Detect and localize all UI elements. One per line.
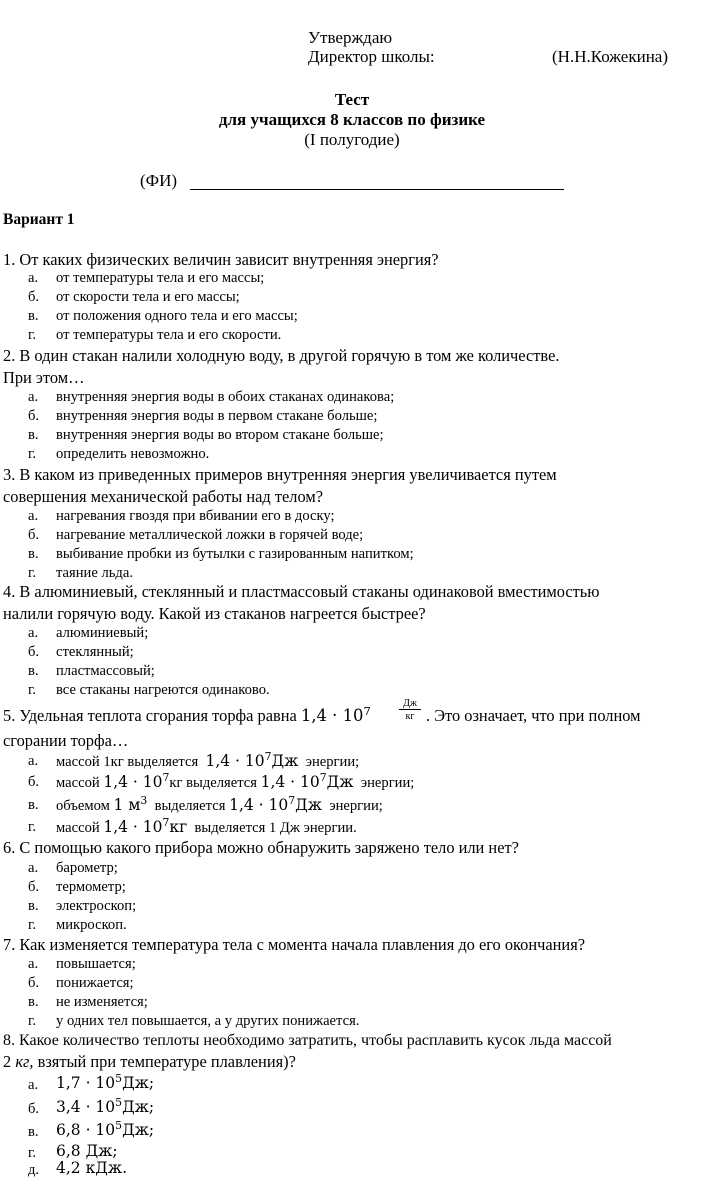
option-letter: а. — [28, 508, 39, 524]
unit-fraction — [399, 698, 421, 722]
option-letter: а. — [28, 753, 39, 769]
option-letter: б. — [28, 1101, 40, 1117]
question-4-option-d: все стаканы нагреются одинаково. — [56, 682, 270, 698]
option-letter: б. — [28, 289, 40, 305]
option-letter: в. — [28, 427, 39, 443]
question-3-option-b: нагревание металлической ложки в горячей воде; — [56, 527, 364, 543]
question-2: 2. В один стакан налили холодную воду, в другой горячую в том же количестве. — [3, 346, 560, 365]
option-letter: в. — [28, 308, 39, 324]
question-2-option-b: внутренняя энергия воды в первом стакане больше; — [56, 408, 378, 424]
question-7-option-c: не изменяется; — [56, 994, 148, 1010]
option-letter: г. — [28, 682, 36, 698]
question-3-option-c: выбивание пробки из бутылки с газированным напитком; — [56, 546, 414, 562]
question-1-option-d: от температуры тела и его скорости. — [56, 327, 282, 343]
option-letter: б. — [28, 975, 40, 991]
question-8-option-c: $6,8 \cdot 10^5Дж$; — [56, 1119, 155, 1139]
question-4: 4. В алюминиевый, стеклянный и пластмассовый стаканы одинаковой вместимостью — [3, 582, 600, 601]
fraction-bar — [399, 709, 421, 710]
question-8: 8. Какое количество теплоты необходимо затратить, чтобы расплавить кусок льда массой — [3, 1032, 612, 1049]
option-letter: а. — [28, 270, 39, 286]
question-6-option-a: барометр; — [56, 860, 118, 876]
option-letter: г. — [28, 819, 36, 835]
option-letter: б. — [28, 879, 40, 895]
question-1-option-b: от скорости тела и его массы; — [56, 289, 240, 305]
question-6-option-b: термометр; — [56, 879, 126, 895]
question-7-option-a: повышается; — [56, 956, 136, 972]
question-1-option-c: от положения одного тела и его массы; — [56, 308, 298, 324]
question-4-option-c: пластмассовый; — [56, 663, 155, 679]
option-letter: в. — [28, 994, 39, 1010]
option-letter: б. — [28, 527, 40, 543]
option-letter: а. — [28, 389, 39, 405]
question-6-option-d: микроскоп. — [56, 917, 127, 933]
question-4-cont: налили горячую воду. Какой из стаканов нагреется быстрее? — [3, 604, 426, 623]
question-4-option-b: стеклянный; — [56, 644, 134, 660]
option-letter: в. — [28, 1124, 39, 1140]
option-letter: г. — [28, 1013, 36, 1029]
option-letter: б. — [28, 408, 40, 424]
question-6-option-c: электроскоп; — [56, 898, 137, 914]
question-3-option-a: нагревания гвоздя при вбивании его в доску; — [56, 508, 335, 524]
question-5-cont2: сгорании торфа… — [3, 731, 129, 750]
option-letter: в. — [28, 898, 39, 914]
option-letter: в. — [28, 546, 39, 562]
approval-label: Утверждаю — [308, 28, 393, 47]
question-3-option-d: таяние льда. — [56, 565, 133, 581]
question-5-text: 5. Удельная теплота сгорания торфа равна — [3, 706, 297, 725]
question-8-option-b: $3,4 \cdot 10^5Дж$; — [56, 1096, 155, 1116]
question-3-cont: совершения механической работы над телом? — [3, 487, 323, 506]
question-8-option-e: 4,2 кДж. — [56, 1159, 128, 1177]
option-letter: б. — [28, 774, 40, 790]
option-letter: г. — [28, 327, 36, 343]
question-5-option-c: объемом 1 $м^3$ выделяется $1,4 \cdot 10^7Дж$ энергии; — [56, 794, 383, 814]
option-letter: д. — [28, 1162, 40, 1178]
question-2-cont: При этом… — [3, 368, 85, 387]
director-name: (Н.Н.Кожекина) — [552, 47, 669, 66]
option-letter: в. — [28, 663, 39, 679]
question-7-option-b: понижается; — [56, 975, 134, 991]
question-3: 3. В каком из приведенных примеров внутренняя энергия увеличивается путем — [3, 465, 557, 484]
question-7: 7. Как изменяется температура тела с момента начала плавления до его окончания? — [3, 935, 586, 954]
option-letter: б. — [28, 644, 40, 660]
question-2-option-c: внутренняя энергия воды во втором стакане больше; — [56, 427, 384, 443]
fraction-denominator: кг — [405, 711, 415, 722]
option-letter: г. — [28, 1145, 36, 1161]
question-2-option-a: внутренняя энергия воды в обоих стаканах одинакова; — [56, 389, 395, 405]
question-8-cont: 2 кг, взятый при температуре плавления)? — [3, 1052, 296, 1071]
option-letter: г. — [28, 917, 36, 933]
heat-value: $1,4 \cdot 10^7$ — [300, 703, 371, 725]
question-5 — [3, 703, 371, 727]
question-4-option-a: алюминиевый; — [56, 625, 149, 641]
option-letter: а. — [28, 956, 39, 972]
question-5-cont1: . Это означает, что при полном — [426, 706, 641, 725]
option-letter: г. — [28, 565, 36, 581]
fi-input-line[interactable] — [190, 189, 564, 190]
question-1-option-a: от температуры тела и его массы; — [56, 270, 265, 286]
question-2-option-d: определить невозможно. — [56, 446, 210, 462]
fi-label: (ФИ) — [140, 171, 178, 190]
variant-heading: Вариант 1 — [3, 211, 75, 228]
option-letter: а. — [28, 860, 39, 876]
test-title: Тест — [334, 90, 370, 109]
option-letter: г. — [28, 446, 36, 462]
option-letter: а. — [28, 625, 39, 641]
question-8-option-d: 6,8 Дж; — [56, 1142, 118, 1160]
test-semester: (I полугодие) — [304, 130, 400, 149]
question-6: 6. С помощью какого прибора можно обнаружить заряжено тело или нет? — [3, 838, 519, 857]
question-5-option-b: массой $1,4 \cdot 10^7кг$ выделяется $1,4 \cdot 10^7Дж$ энергии; — [56, 771, 415, 791]
test-subtitle: для учащихся 8 классов по физике — [218, 110, 486, 129]
question-5-option-a: массой 1кг выделяется $1,4 \cdot 10^7Дж$ энергии; — [56, 750, 360, 770]
option-letter: а. — [28, 1077, 39, 1093]
question-8-option-a: $1,7 \cdot 10^5Дж$; — [56, 1072, 155, 1092]
director-label: Директор школы: — [308, 47, 435, 66]
question-5-option-d: массой $1,4 \cdot 10^7кг$ выделяется 1 Дж энергии. — [56, 816, 357, 836]
question-7-option-d: у одних тел повышается, а у других понижается. — [56, 1013, 360, 1029]
question-1: 1. От каких физических величин зависит внутренняя энергия? — [3, 250, 439, 269]
fraction-numerator: Дж — [403, 698, 417, 709]
option-letter: в. — [28, 797, 39, 813]
